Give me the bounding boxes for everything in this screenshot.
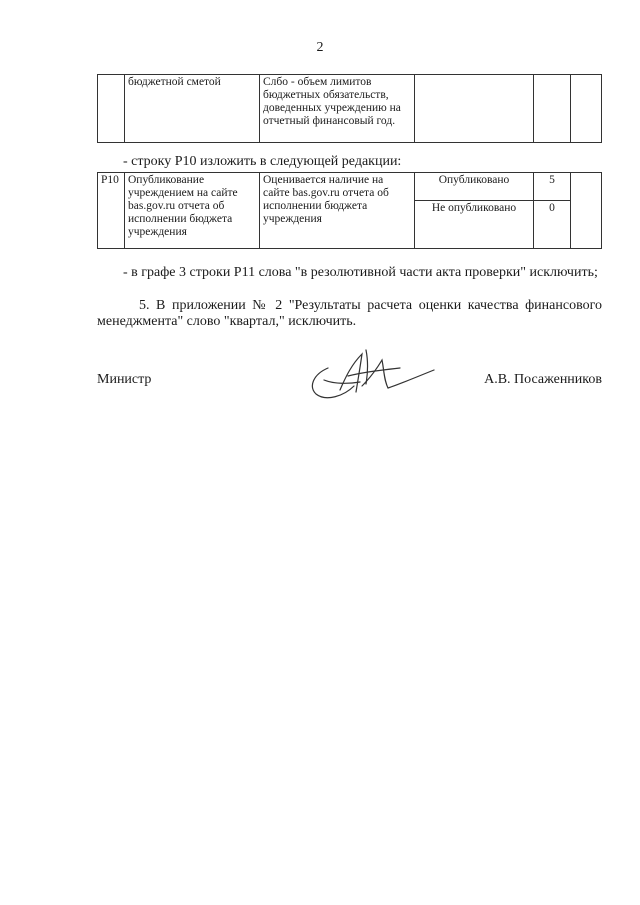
table-continuation: [97, 74, 602, 143]
table-row: [98, 173, 602, 201]
table-row: [98, 75, 602, 143]
table-cell-code: [98, 75, 125, 143]
paragraph-5: 5. В приложении № 2 "Результаты расчета оценки качества финансового менеджмента" слово "квартал," исключить.: [97, 298, 602, 329]
table-cell-code: Р10: [98, 173, 125, 249]
table-cell-name: Опубликование учреждением на сайте bas.gov.ru отчета об исполнении бюджета учреждения: [125, 173, 260, 249]
table-cell-empty: [571, 173, 602, 249]
table-cell-option-label: Опубликовано: [415, 173, 534, 201]
signature-name: А.В. Посаженников: [484, 372, 602, 387]
table-r10: [97, 172, 602, 249]
page-number: 2: [316, 40, 324, 55]
table-cell-empty: [415, 75, 534, 143]
table-cell-option-score: 0: [534, 201, 571, 249]
table-cell-description: Слбо - объем лимитов бюджетных обязательств, доведенных учреждению на отчетный финансовый год.: [260, 75, 415, 143]
paragraph-p11: - в графе 3 строки Р11 слова "в резолютивной части акта проверки" исключить;: [123, 265, 598, 280]
table-cell-option-label: Не опубликовано: [415, 201, 534, 249]
table-cell-empty: [571, 75, 602, 143]
table-cell-name: бюджетной сметой: [125, 75, 260, 143]
table-cell-criterion: Оценивается наличие на сайте bas.gov.ru отчета об исполнении бюджета учреждения: [260, 173, 415, 249]
signature-title: Министр: [97, 372, 152, 387]
signature-icon: [304, 346, 444, 404]
table-cell-option-score: 5: [534, 173, 571, 201]
table-cell-empty: [534, 75, 571, 143]
intro-r10-text: - строку Р10 изложить в следующей редакции:: [123, 154, 402, 169]
